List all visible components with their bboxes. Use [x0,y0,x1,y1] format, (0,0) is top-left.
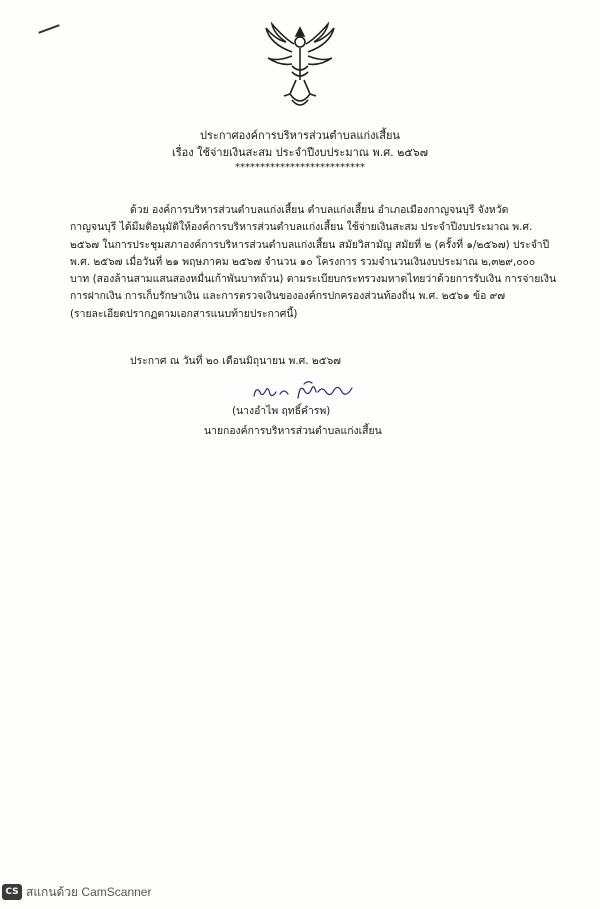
proclamation-date: ประกาศ ณ วันที่ ๒๐ เดือนมิถุนายน พ.ศ. ๒๕๖๗ [130,355,341,367]
signer-name: (นางอำไพ ฤทธิ์คำรพ) [232,405,331,417]
announcement-subject: เรื่อง ใช้จ่ายเงินสะสม ประจำปีงบประมาณ พ.ศ. ๒๕๖๗ [171,146,429,159]
announcement-body [70,202,557,323]
title-separator: ************************** [235,162,365,173]
body-line: ด้วย องค์การบริหารส่วนตำบลแก่งเสี้ยน ตำบลแก่งเสี้ยน อำเภอเมืองกาญจนบุรี จังหวัด [130,204,509,216]
announcement-title: ประกาศองค์การบริหารส่วนตำบลแก่งเสี้ยน [200,129,400,142]
pen-stroke-mark [38,24,59,33]
camscanner-text: สแกนด้วย CamScanner [26,884,152,899]
handwritten-signature [248,380,358,404]
body-line: กาญจนบุรี ได้มีมติอนุมัติให้องค์การบริหารส่วนตำบลแก่งเสี้ยน ใช้จ่ายเงินสะสม ประจำปีงบประมาณ พ.ศ. [70,221,533,234]
body-line: บาท (สองล้านสามแสนสองหมื่นเก้าพันบาทถ้วน) ตามระเบียบกระทรวงมหาดไทยว่าด้วยการรับเงิน การจ่ายเงิน [70,273,557,286]
body-line: การฝากเงิน การเก็บรักษาเงิน และการตรวจเงินขององค์กรปกครองส่วนท้องถิ่น พ.ศ. ๒๕๖๑ ข้อ ๙๗ [70,290,506,303]
body-line: (รายละเอียดปรากฏตามเอกสารแนบท้ายประกาศนี้) [70,307,298,320]
camscanner-watermark [2,884,151,900]
signer-position: นายกองค์การบริหารส่วนตำบลแก่งเสี้ยน [204,425,382,437]
camscanner-logo-icon: CS [2,884,22,900]
body-line: พ.ศ. ๒๕๖๗ เมื่อวันที่ ๒๑ พฤษภาคม ๒๕๖๗ จำนวน ๑๐ โครงการ รวมจำนวนเงินงบประมาณ ๒,๓๒๙,๐๐๐ [70,255,536,268]
body-line: ๒๕๖๗ ในการประชุมสภาองค์การบริหารส่วนตำบลแก่งเสี้ยน สมัยวิสามัญ สมัยที่ ๒ (ครั้งที่ ๑/๒๕๖๗) ประจำปี [70,238,550,251]
garuda-emblem-icon [262,22,338,112]
